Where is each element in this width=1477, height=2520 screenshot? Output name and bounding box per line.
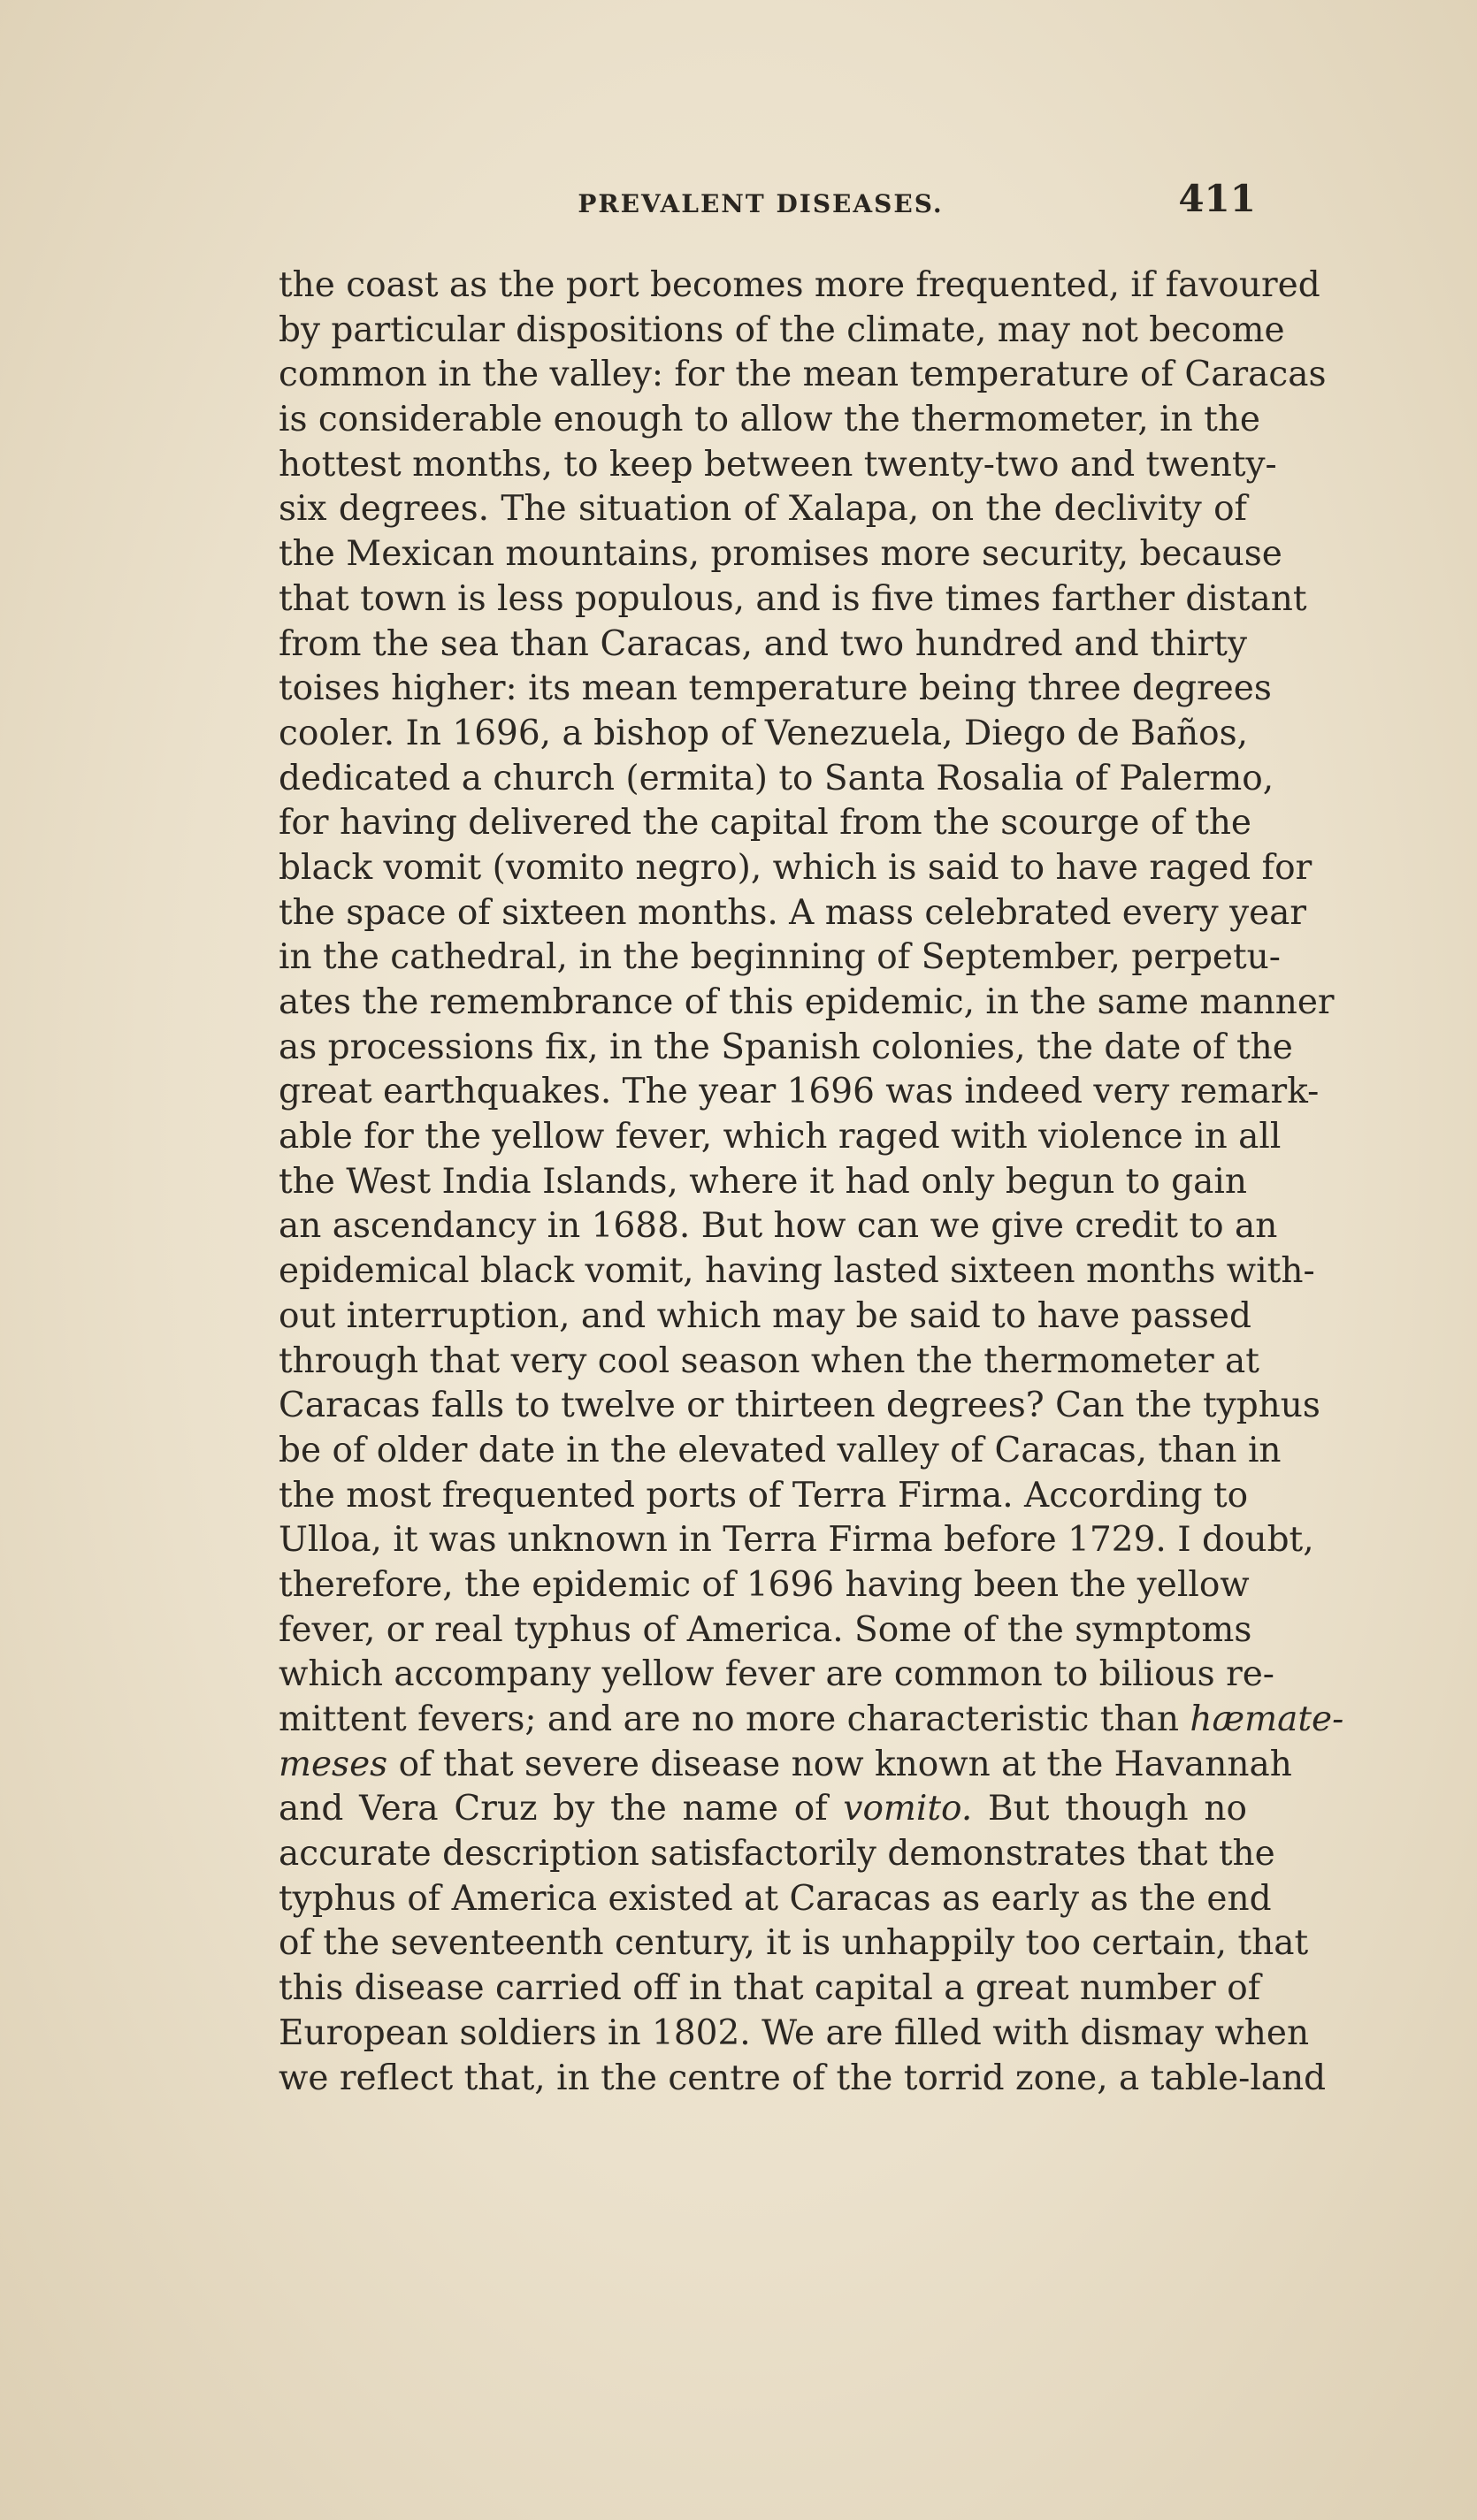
- text-line: we reflect that, in the centre of the torrid zone, a table-land: [279, 2058, 1327, 2098]
- text-line: the West India Islands, where it had only begun to gain: [279, 1161, 1247, 1202]
- text-line: [279, 1698, 1344, 1743]
- text-line: which accompany yellow fever are common to bilious re-: [279, 1654, 1274, 1695]
- body-text: [279, 263, 1344, 2101]
- text-line: of the seventeenth century, it is unhappily too certain, that: [279, 1923, 1309, 1964]
- text-line: as processions fix, in the Spanish colonies, the date of the: [279, 1027, 1293, 1067]
- text-line: be of older date in the elevated valley of Caracas, than in: [279, 1430, 1282, 1470]
- text-line: through that very cool season when the thermometer at: [279, 1340, 1259, 1381]
- text-line: the Mexican mountains, promises more security, because: [279, 534, 1282, 575]
- text-line: by particular dispositions of the climate, may not become: [279, 309, 1285, 350]
- text-line: hottest months, to keep between twenty-two and twenty-: [279, 444, 1277, 485]
- text-line: typhus of America existed at Caracas as early as the end: [279, 1878, 1272, 1919]
- text-line: epidemical black vomit, having lasted sixteen months with-: [279, 1251, 1315, 1292]
- text-line: cooler. In 1696, a bishop of Venezuela, Diego de Baños,: [279, 713, 1248, 753]
- text-line: Caracas falls to twelve or thirteen degrees? Can the typhus: [279, 1386, 1320, 1426]
- text-segment: But though no: [972, 1789, 1247, 1829]
- text-line: is considerable enough to allow the thermometer, in the: [279, 400, 1261, 440]
- text-segment: of that severe disease now known at the Havannah: [387, 1744, 1292, 1784]
- text-line: fever, or real typhus of America. Some of the symptoms: [279, 1609, 1252, 1650]
- text-line: the most frequented ports of Terra Firma. According to: [279, 1475, 1249, 1516]
- text-line: from the sea than Caracas, and two hundred and thirty: [279, 623, 1247, 664]
- page-number: 411: [1178, 177, 1256, 220]
- text-line: great earthquakes. The year 1696 was indeed very remark-: [279, 1072, 1320, 1112]
- text-line: common in the valley: for the mean temperature of Caracas: [279, 355, 1327, 395]
- text-segment: and Vera Cruz by the name of: [279, 1789, 844, 1829]
- text-line: out interruption, and which may be said to have passed: [279, 1295, 1251, 1336]
- text-line: able for the yellow fever, which raged with violence in all: [279, 1117, 1282, 1157]
- text-line: [279, 1743, 1292, 1788]
- text-line: for having delivered the capital from the scourge of the: [279, 803, 1252, 844]
- text-line: therefore, the epidemic of 1696 having been the yellow: [279, 1564, 1250, 1605]
- text-line: the space of sixteen months. A mass celebrated every year: [279, 892, 1307, 933]
- text-line: this disease carried off in that capital a great number of: [279, 1968, 1261, 2009]
- text-line: dedicated a church (ermita) to Santa Rosalia of Palermo,: [279, 758, 1274, 798]
- text-line: [279, 1787, 1247, 1832]
- page-header: [265, 177, 1256, 230]
- running-title: PREVALENT DISEASES.: [578, 189, 944, 218]
- text-line: the coast as the port becomes more frequented, if favoured: [279, 265, 1320, 305]
- text-line: ates the remembrance of this epidemic, in the same manner: [279, 982, 1335, 1022]
- text-line: accurate description satisfactorily demonstrates that the: [279, 1834, 1275, 1875]
- text-line: in the cathedral, in the beginning of September, perpetu-: [279, 937, 1281, 978]
- text-line: that town is less populous, and is five times farther distant: [279, 578, 1307, 619]
- italic-term: meses: [279, 1744, 388, 1784]
- text-line: an ascendancy in 1688. But how can we give credit to an: [279, 1206, 1278, 1247]
- text-segment: mittent fevers; and are no more characteristic than: [279, 1699, 1190, 1739]
- text-line: European soldiers in 1802. We are filled with dismay when: [279, 2012, 1310, 2053]
- text-line: Ulloa, it was unknown in Terra Firma before 1729. I doubt,: [279, 1520, 1314, 1561]
- text-line: six degrees. The situation of Xalapa, on the declivity of: [279, 489, 1247, 530]
- italic-term: vomito.: [843, 1789, 973, 1829]
- text-line: black vomit (vomito negro), which is said to have raged for: [279, 847, 1312, 888]
- italic-term: hæmate-: [1190, 1699, 1344, 1739]
- text-line: toises higher: its mean temperature being three degrees: [279, 668, 1272, 709]
